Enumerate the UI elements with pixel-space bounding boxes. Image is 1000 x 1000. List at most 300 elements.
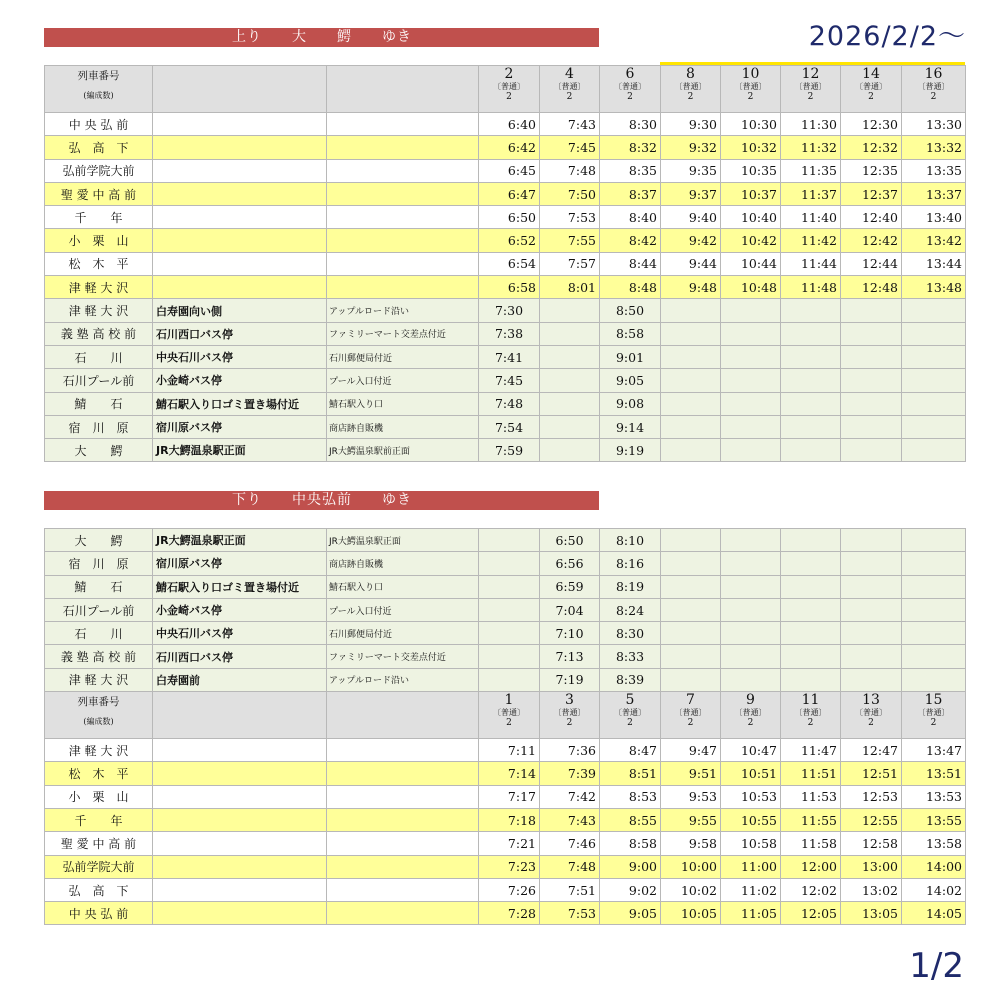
- departure-time: 11:02: [721, 878, 781, 901]
- departure-time: [902, 415, 966, 438]
- departure-time: 7:19: [540, 668, 600, 691]
- stop-blank-cell: [153, 855, 327, 878]
- departure-time: 8:24: [600, 598, 661, 621]
- header-blank-cell: [327, 66, 479, 113]
- departure-time: 12:53: [841, 785, 902, 808]
- bus-stop-location: JR大鰐温泉駅前正面: [327, 439, 479, 462]
- train-number: 5: [625, 692, 635, 709]
- train-number: 13: [862, 692, 880, 709]
- departure-time: 7:13: [540, 645, 600, 668]
- departure-time: [721, 622, 781, 645]
- departure-time: 13:42: [902, 229, 966, 252]
- bus-stop-location: JR大鰐温泉駅正面: [327, 529, 479, 552]
- departure-time: [841, 299, 902, 322]
- departure-time: 9:53: [661, 785, 721, 808]
- train-type: 〔普通〕: [734, 82, 767, 91]
- departure-time: 12:51: [841, 762, 902, 785]
- train-type: 〔普通〕: [493, 708, 525, 718]
- departure-time: [841, 668, 902, 691]
- departure-time: 7:59: [479, 439, 540, 462]
- location-blank-cell: [327, 252, 479, 275]
- departure-time: 6:45: [479, 159, 540, 182]
- departure-time: 9:32: [661, 136, 721, 159]
- departure-time: [781, 529, 841, 552]
- bus-stop-name: 小金崎バス停: [153, 598, 327, 621]
- departure-time: 13:35: [902, 159, 966, 182]
- departure-time: 11:53: [781, 785, 841, 808]
- rail-stop-row: [45, 113, 966, 136]
- train-number: 9: [746, 692, 755, 709]
- departure-time: [479, 668, 540, 691]
- train-column-header: [841, 66, 902, 113]
- station-name: 小 栗 山: [45, 785, 153, 808]
- train-number-header-row: [45, 66, 966, 113]
- departure-time: [540, 322, 600, 345]
- departure-time: 8:48: [600, 276, 661, 299]
- departure-time: 12:55: [841, 808, 902, 831]
- departure-time: [841, 622, 902, 645]
- station-name: 鯖 石: [45, 392, 153, 415]
- departure-time: 8:30: [600, 622, 661, 645]
- departure-time: [661, 345, 721, 368]
- rail-stop-row: [45, 136, 966, 159]
- departure-time: 7:53: [540, 902, 600, 925]
- departure-time: 9:05: [600, 369, 661, 392]
- departure-time: [781, 415, 841, 438]
- page-number: 1/2: [909, 946, 964, 986]
- departure-time: 7:04: [540, 598, 600, 621]
- station-name: 義 塾 高 校 前: [45, 322, 153, 345]
- departure-time: 8:55: [600, 808, 661, 831]
- departure-time: 10:44: [721, 252, 781, 275]
- bus-stop-row: [45, 345, 966, 368]
- departure-time: [661, 529, 721, 552]
- departure-time: [540, 345, 600, 368]
- station-name: 石川プール前: [45, 598, 153, 621]
- departure-time: 13:30: [902, 113, 966, 136]
- departure-time: 7:42: [540, 785, 600, 808]
- departure-time: 8:30: [600, 113, 661, 136]
- station-name: 聖 愛 中 高 前: [45, 182, 153, 205]
- departure-time: 13:53: [902, 785, 966, 808]
- departure-time: [902, 345, 966, 368]
- departure-time: 8:19: [600, 575, 661, 598]
- bus-stop-name: 中央石川バス停: [153, 622, 327, 645]
- station-name: 中 央 弘 前: [45, 902, 153, 925]
- departure-time: [781, 575, 841, 598]
- bus-stop-row: [45, 439, 966, 462]
- departure-time: [841, 345, 902, 368]
- bus-stop-name: 白寿園前: [153, 668, 327, 691]
- departure-time: 6:59: [540, 575, 600, 598]
- down-direction-banner: [44, 491, 599, 510]
- departure-time: 10:51: [721, 762, 781, 785]
- departure-time: [540, 392, 600, 415]
- departure-time: [540, 439, 600, 462]
- bus-stop-location: 鯖石駅入り口: [327, 392, 479, 415]
- departure-time: 7:11: [479, 739, 540, 762]
- car-count: 2: [506, 718, 512, 729]
- station-name: 弘前学院大前: [45, 159, 153, 182]
- departure-time: 8:35: [600, 159, 661, 182]
- departure-time: 13:48: [902, 276, 966, 299]
- departure-time: 11:51: [781, 762, 841, 785]
- train-number: 8: [686, 66, 695, 82]
- departure-time: [781, 299, 841, 322]
- departure-time: 8:40: [600, 206, 661, 229]
- departure-time: 13:37: [902, 182, 966, 205]
- departure-time: 11:47: [781, 739, 841, 762]
- departure-time: 7:45: [479, 369, 540, 392]
- bus-stop-name: 石川西口バス停: [153, 322, 327, 345]
- departure-time: 13:47: [902, 739, 966, 762]
- header-blank-cell: [327, 692, 479, 739]
- location-blank-cell: [327, 276, 479, 299]
- departure-time: 7:57: [540, 252, 600, 275]
- location-blank-cell: [327, 206, 479, 229]
- car-count: 2: [868, 718, 874, 729]
- departure-time: 11:32: [781, 136, 841, 159]
- departure-time: 10:02: [661, 878, 721, 901]
- rail-stop-row: [45, 252, 966, 275]
- stop-blank-cell: [153, 902, 327, 925]
- header-blank-cell: [153, 692, 327, 739]
- departure-time: [841, 575, 902, 598]
- train-number: 6: [625, 66, 635, 82]
- departure-time: 9:40: [661, 206, 721, 229]
- car-count: 2: [566, 92, 573, 102]
- departure-time: [841, 369, 902, 392]
- train-type: 〔普通〕: [855, 708, 887, 718]
- departure-time: 9:58: [661, 832, 721, 855]
- departure-time: 6:50: [479, 206, 540, 229]
- bus-stop-location: ファミリーマート交差点付近: [327, 322, 479, 345]
- station-name: 鯖 石: [45, 575, 153, 598]
- departure-time: 10:00: [661, 855, 721, 878]
- departure-time: [661, 439, 721, 462]
- departure-time: [902, 552, 966, 575]
- bus-stop-row: [45, 622, 966, 645]
- rail-stop-row: [45, 832, 966, 855]
- departure-time: [902, 299, 966, 322]
- bus-stop-row: [45, 392, 966, 415]
- bus-stop-name: 石川西口バス停: [153, 645, 327, 668]
- car-count-label: (編成数): [83, 91, 114, 100]
- departure-time: 7:18: [479, 808, 540, 831]
- departure-time: 7:51: [540, 878, 600, 901]
- departure-time: 12:48: [841, 276, 902, 299]
- stop-blank-cell: [153, 206, 327, 229]
- location-blank-cell: [327, 739, 479, 762]
- location-blank-cell: [327, 229, 479, 252]
- departure-time: [902, 668, 966, 691]
- departure-time: 13:44: [902, 252, 966, 275]
- departure-time: 10:05: [661, 902, 721, 925]
- departure-time: 12:47: [841, 739, 902, 762]
- departure-time: 6:54: [479, 252, 540, 275]
- bus-stop-row: [45, 552, 966, 575]
- departure-time: [781, 598, 841, 621]
- station-name: 弘前学院大前: [45, 855, 153, 878]
- departure-time: 12:02: [781, 878, 841, 901]
- station-name: 聖 愛 中 高 前: [45, 832, 153, 855]
- departure-time: 8:16: [600, 552, 661, 575]
- train-number: 2: [504, 66, 514, 82]
- departure-time: 8:58: [600, 832, 661, 855]
- train-number: 4: [565, 66, 574, 82]
- bus-stop-location: ファミリーマート交差点付近: [327, 645, 479, 668]
- departure-time: 10:58: [721, 832, 781, 855]
- bus-stop-name: 中央石川バス停: [153, 345, 327, 368]
- bus-stop-name: 白寿園向い側: [153, 299, 327, 322]
- departure-time: 9:05: [600, 902, 661, 925]
- train-column-header: [661, 692, 721, 739]
- departure-time: 9:00: [600, 855, 661, 878]
- bus-stop-name: JR大鰐温泉駅正面: [153, 439, 327, 462]
- departure-time: [841, 322, 902, 345]
- departure-time: 7:39: [540, 762, 600, 785]
- departure-time: 9:44: [661, 252, 721, 275]
- car-count: 2: [868, 92, 874, 102]
- bus-stop-location: 鯖石駅入り口: [327, 575, 479, 598]
- departure-time: [661, 622, 721, 645]
- station-name: 中 央 弘 前: [45, 113, 153, 136]
- train-column-header: [721, 66, 781, 113]
- bus-stop-name: JR大鰐温泉駅正面: [153, 529, 327, 552]
- departure-time: [661, 668, 721, 691]
- departure-time: 6:56: [540, 552, 600, 575]
- departure-time: 9:37: [661, 182, 721, 205]
- stop-blank-cell: [153, 136, 327, 159]
- departure-time: [781, 622, 841, 645]
- departure-time: [841, 439, 902, 462]
- departure-time: [479, 575, 540, 598]
- station-name: 小 栗 山: [45, 229, 153, 252]
- station-name: 津 軽 大 沢: [45, 668, 153, 691]
- departure-time: [781, 439, 841, 462]
- train-number: 7: [686, 692, 695, 709]
- rail-stop-row: [45, 785, 966, 808]
- rail-stop-row: [45, 276, 966, 299]
- departure-time: [721, 575, 781, 598]
- bus-stop-name: 鯖石駅入り口ゴミ置き場付近: [153, 575, 327, 598]
- departure-time: 12:30: [841, 113, 902, 136]
- train-number: 3: [565, 692, 574, 709]
- station-name: 大 鰐: [45, 439, 153, 462]
- train-number: 1: [504, 692, 514, 709]
- departure-time: 6:58: [479, 276, 540, 299]
- station-name: 石川プール前: [45, 369, 153, 392]
- departure-time: [721, 598, 781, 621]
- effective-date: 2026/2/2～: [808, 21, 966, 52]
- departure-time: [841, 598, 902, 621]
- up-direction-title: 上り 大 鰐 ゆき: [232, 29, 412, 45]
- train-type: 〔普通〕: [614, 708, 646, 718]
- departure-time: [721, 668, 781, 691]
- departure-time: 6:47: [479, 182, 540, 205]
- departure-time: 12:00: [781, 855, 841, 878]
- departure-time: 7:48: [479, 392, 540, 415]
- train-number-label-cell: [45, 66, 153, 113]
- bus-stop-row: [45, 529, 966, 552]
- departure-time: [902, 622, 966, 645]
- departure-time: 8:42: [600, 229, 661, 252]
- car-count: 2: [627, 92, 633, 102]
- departure-time: [841, 552, 902, 575]
- car-count: 2: [687, 718, 694, 729]
- departure-time: 6:40: [479, 113, 540, 136]
- departure-time: 7:55: [540, 229, 600, 252]
- departure-time: 7:43: [540, 808, 600, 831]
- train-column-header: [600, 66, 661, 113]
- station-name: 宿 川 原: [45, 552, 153, 575]
- departure-time: 10:48: [721, 276, 781, 299]
- stop-blank-cell: [153, 739, 327, 762]
- train-type: 〔普通〕: [614, 82, 646, 91]
- down-timetable: [44, 528, 966, 925]
- departure-time: [902, 598, 966, 621]
- departure-time: 12:58: [841, 832, 902, 855]
- bus-stop-location: 商店跡自販機: [327, 552, 479, 575]
- departure-time: 11:58: [781, 832, 841, 855]
- train-column-header: [479, 66, 540, 113]
- departure-time: 9:51: [661, 762, 721, 785]
- departure-time: [721, 299, 781, 322]
- departure-time: 14:05: [902, 902, 966, 925]
- stop-blank-cell: [153, 832, 327, 855]
- departure-time: 10:55: [721, 808, 781, 831]
- departure-time: [902, 322, 966, 345]
- car-count-label: (編成数): [83, 717, 114, 727]
- departure-time: [902, 529, 966, 552]
- train-number-label: 列車番号: [77, 696, 120, 709]
- down-direction-title: 下り 中央弘前 ゆき: [232, 492, 412, 508]
- departure-time: 7:10: [540, 622, 600, 645]
- departure-time: 9:14: [600, 415, 661, 438]
- departure-time: [661, 575, 721, 598]
- station-name: 津 軽 大 沢: [45, 299, 153, 322]
- station-name: 松 木 平: [45, 252, 153, 275]
- departure-time: [661, 299, 721, 322]
- bus-stop-location: プール入口付近: [327, 598, 479, 621]
- station-name: 大 鰐: [45, 529, 153, 552]
- stop-blank-cell: [153, 762, 327, 785]
- stop-blank-cell: [153, 229, 327, 252]
- departure-time: [661, 598, 721, 621]
- departure-time: 14:02: [902, 878, 966, 901]
- location-blank-cell: [327, 159, 479, 182]
- departure-time: 13:02: [841, 878, 902, 901]
- departure-time: [781, 552, 841, 575]
- train-type: 〔普通〕: [794, 708, 827, 718]
- departure-time: 8:39: [600, 668, 661, 691]
- departure-time: 7:48: [540, 855, 600, 878]
- departure-time: 11:42: [781, 229, 841, 252]
- train-number: 15: [924, 692, 943, 709]
- car-count: 2: [807, 718, 814, 729]
- departure-time: 7:54: [479, 415, 540, 438]
- departure-time: 7:41: [479, 345, 540, 368]
- departure-time: 8:58: [600, 322, 661, 345]
- station-name: 千 年: [45, 808, 153, 831]
- train-column-header: [721, 692, 781, 739]
- station-name: 津 軽 大 沢: [45, 276, 153, 299]
- departure-time: [841, 529, 902, 552]
- departure-time: 8:01: [540, 276, 600, 299]
- station-name: 千 年: [45, 206, 153, 229]
- departure-time: 9:01: [600, 345, 661, 368]
- departure-time: 7:23: [479, 855, 540, 878]
- departure-time: 11:44: [781, 252, 841, 275]
- departure-time: [902, 645, 966, 668]
- departure-time: [902, 369, 966, 392]
- stop-blank-cell: [153, 878, 327, 901]
- departure-time: 6:42: [479, 136, 540, 159]
- stop-blank-cell: [153, 276, 327, 299]
- departure-time: 9:19: [600, 439, 661, 462]
- departure-time: 10:32: [721, 136, 781, 159]
- departure-time: [479, 645, 540, 668]
- departure-time: 7:17: [479, 785, 540, 808]
- train-column-header: [781, 692, 841, 739]
- location-blank-cell: [327, 136, 479, 159]
- header-blank-cell: [153, 66, 327, 113]
- departure-time: [721, 322, 781, 345]
- bus-stop-row: [45, 575, 966, 598]
- departure-time: 9:47: [661, 739, 721, 762]
- departure-time: 6:50: [540, 529, 600, 552]
- station-name: 津 軽 大 沢: [45, 739, 153, 762]
- departure-time: [902, 439, 966, 462]
- departure-time: 9:42: [661, 229, 721, 252]
- bus-stop-row: [45, 369, 966, 392]
- departure-time: 12:42: [841, 229, 902, 252]
- up-direction-banner: [44, 28, 599, 47]
- departure-time: 11:37: [781, 182, 841, 205]
- departure-time: [661, 552, 721, 575]
- departure-time: [721, 645, 781, 668]
- rail-stop-row: [45, 182, 966, 205]
- departure-time: 14:00: [902, 855, 966, 878]
- location-blank-cell: [327, 855, 479, 878]
- departure-time: 11:05: [721, 902, 781, 925]
- departure-time: 7:38: [479, 322, 540, 345]
- departure-time: 9:08: [600, 392, 661, 415]
- departure-time: 10:42: [721, 229, 781, 252]
- stop-blank-cell: [153, 113, 327, 136]
- departure-time: [661, 415, 721, 438]
- departure-time: 8:33: [600, 645, 661, 668]
- departure-time: 12:35: [841, 159, 902, 182]
- location-blank-cell: [327, 182, 479, 205]
- train-number: 12: [801, 66, 820, 82]
- station-name: 義 塾 高 校 前: [45, 645, 153, 668]
- departure-time: [721, 369, 781, 392]
- rail-stop-row: [45, 762, 966, 785]
- location-blank-cell: [327, 785, 479, 808]
- departure-time: 8:37: [600, 182, 661, 205]
- station-name: 弘 高 下: [45, 878, 153, 901]
- car-count: 2: [506, 92, 512, 102]
- bus-stop-row: [45, 668, 966, 691]
- departure-time: [479, 598, 540, 621]
- rail-stop-row: [45, 206, 966, 229]
- train-column-header: [540, 692, 600, 739]
- departure-time: 11:48: [781, 276, 841, 299]
- bus-stop-name: 宿川原バス停: [153, 415, 327, 438]
- departure-time: 10:40: [721, 206, 781, 229]
- station-name: 弘 高 下: [45, 136, 153, 159]
